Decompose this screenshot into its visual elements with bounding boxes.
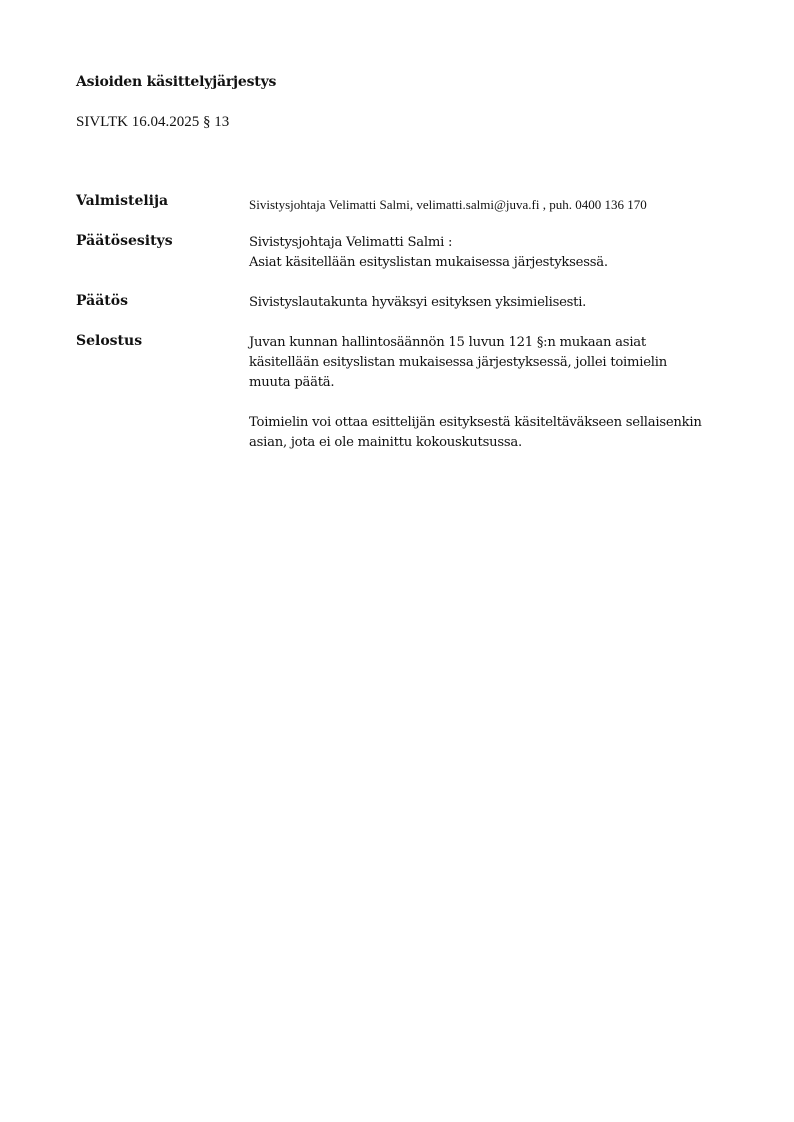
decision-text: Sivistyslautakunta hyväksyi esityksen yksimielisesti. — [249, 295, 587, 310]
label-paatos: Päätös — [76, 293, 128, 309]
label-selostus: Selostus — [76, 333, 143, 349]
preparer-info: Sivistysjohtaja Velimatti Salmi, velimatti.salmi@juva.fi , puh. 0400 136 170 — [249, 197, 647, 212]
meeting-reference: SIVLTK 16.04.2025 § 13 — [76, 114, 230, 130]
label-paatosesitys: Päätösesitys — [76, 233, 173, 249]
proposal-line-2: Asiat käsitellään esityslistan mukaisessa järjestyksessä. — [249, 255, 608, 270]
decision-content — [249, 293, 719, 313]
proposal-content — [249, 233, 719, 273]
paragraph-spacer — [249, 393, 707, 413]
explanation-content — [249, 333, 707, 453]
explanation-paragraph-1: Juvan kunnan hallintosäännön 15 luvun 121 §:n mukaan asiat käsitellään esityslistan mukaisessa järjestyksessä, jollei toimielin muuta päätä. — [249, 335, 667, 390]
proposal-line-1: Sivistysjohtaja Velimatti Salmi : — [249, 235, 453, 250]
explanation-paragraph-2: Toimielin voi ottaa esittelijän esityksestä käsiteltäväkseen sellaisenkin asian, jota ei ole mainittu kokouskutsussa. — [249, 415, 702, 450]
label-valmistelija: Valmistelija — [76, 193, 169, 209]
document-title: Asioiden käsittelyjärjestys — [76, 74, 277, 90]
